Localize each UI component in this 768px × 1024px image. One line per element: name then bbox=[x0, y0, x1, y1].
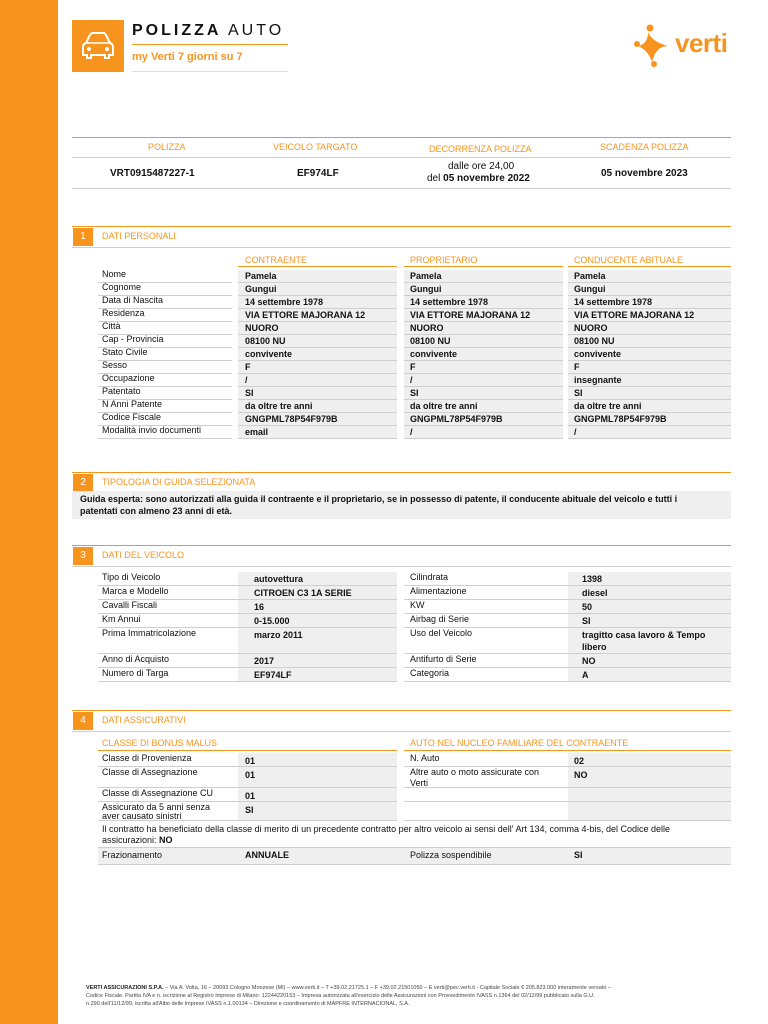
vehicle-value: 16 bbox=[254, 602, 265, 612]
personal-cell-rule bbox=[404, 438, 563, 439]
section2-number: 2 bbox=[73, 474, 93, 492]
insurance-cell-bg bbox=[568, 802, 731, 820]
vehicle-label: Cavalli Fiscali bbox=[102, 600, 158, 610]
left-accent-bar bbox=[0, 0, 58, 1024]
personal-row-value: GNGPML78P54F979B bbox=[574, 414, 667, 424]
vehicle-label: Km Annui bbox=[102, 614, 141, 624]
policy-number: VRT0915487227-1 bbox=[110, 168, 195, 179]
personal-row-value: VIA ETTORE MAJORANA 12 bbox=[410, 310, 531, 320]
personal-row-label: Residenza bbox=[102, 308, 145, 318]
vehicle-value: 1398 bbox=[582, 574, 603, 584]
car-icon bbox=[79, 29, 117, 61]
vehicle-cell-bg bbox=[568, 600, 731, 613]
section3-title: DATI DEL VEICOLO bbox=[102, 550, 185, 560]
vehicle-value: autovettura bbox=[254, 574, 304, 584]
section1-title-rule bbox=[72, 247, 731, 248]
vehicle-label: Marca e Modello bbox=[102, 586, 169, 596]
insurance-value: 01 bbox=[245, 770, 256, 780]
vehicle-cell-bg bbox=[568, 614, 731, 627]
footer-line3: n.290 dell'11/12/99, iscritta all'Albo delle Imprese IVASS n.1.00134 – Direzione e coordinamento di MAPFRE INTERNACIONAL, S.A. bbox=[86, 1001, 410, 1007]
personal-row-value: SI bbox=[574, 388, 583, 398]
policy-top-rule bbox=[72, 137, 731, 138]
vehicle-row-rule bbox=[404, 681, 731, 682]
personal-row-label: Occupazione bbox=[102, 373, 155, 383]
personal-row-label: Cap - Provincia bbox=[102, 334, 164, 344]
insurance-cell-bg bbox=[238, 788, 397, 801]
personal-row-value: VIA ETTORE MAJORANA 12 bbox=[574, 310, 695, 320]
personal-row-value: NUORO bbox=[574, 323, 608, 333]
insurance-label: Assicurato da 5 anni senza bbox=[102, 802, 211, 812]
legal-footer bbox=[86, 984, 732, 1008]
vehicle-value-continued: libero bbox=[582, 642, 607, 652]
personal-row-value: NUORO bbox=[410, 323, 444, 333]
vehicle-value: tragitto casa lavoro & Tempo bbox=[582, 630, 706, 640]
bonus-malus-header: CLASSE DI BONUS MALUS bbox=[102, 738, 218, 748]
vehicle-value: CITROEN C3 1A SERIE bbox=[254, 588, 352, 598]
vehicle-label: Prima Immatricolazione bbox=[102, 628, 197, 638]
vehicle-value: SI bbox=[582, 616, 591, 626]
policy-label-start: DECORRENZA POLIZZA bbox=[429, 144, 532, 154]
col2-rule bbox=[404, 266, 563, 267]
family-value: 02 bbox=[574, 756, 585, 766]
section3-top-rule bbox=[72, 545, 731, 546]
policy-header-rule bbox=[72, 157, 731, 158]
section1-top-rule bbox=[72, 226, 731, 227]
personal-row-value: F bbox=[574, 362, 580, 372]
personal-row-value: Pamela bbox=[410, 271, 442, 281]
vehicle-value: 2017 bbox=[254, 656, 275, 666]
insurance-row-rule bbox=[404, 820, 731, 821]
insurance-cell-bg bbox=[238, 753, 397, 766]
family-cars-header: AUTO NEL NUCLEO FAMILIARE DEL CONTRAENTE bbox=[410, 738, 629, 748]
section2-title: TIPOLOGIA DI GUIDA SELEZIONATA bbox=[102, 477, 256, 487]
document-title: POLIZZA AUTO bbox=[132, 22, 285, 39]
vehicle-label: Alimentazione bbox=[410, 586, 467, 596]
personal-row-value: Pamela bbox=[245, 271, 277, 281]
personal-row-value: da oltre tre anni bbox=[574, 401, 642, 411]
policy-label-end: SCADENZA POLIZZA bbox=[600, 142, 689, 152]
policy-label-plate: VEICOLO TARGATO bbox=[273, 142, 358, 152]
personal-row-value: convivente bbox=[410, 349, 458, 359]
personal-row-label: Data di Nascita bbox=[102, 295, 164, 305]
personal-row-value: convivente bbox=[245, 349, 293, 359]
section4-title-rule bbox=[72, 731, 731, 732]
payment-row-rule bbox=[98, 864, 731, 865]
section3-number: 3 bbox=[73, 547, 93, 565]
merit-class-note-line1: Il contratto ha beneficiato della classe di merito di un precedente contratto per altro veicolo ai sensi dell' Art 134, comma 4-bis, del Codice delle bbox=[102, 824, 671, 834]
bonus-malus-rule bbox=[98, 750, 397, 751]
personal-cell-bg bbox=[568, 387, 731, 399]
personal-row-value: F bbox=[245, 362, 251, 372]
personal-row-label: Città bbox=[102, 321, 121, 331]
personal-row-value: SI bbox=[245, 388, 254, 398]
personal-row-label: N Anni Patente bbox=[102, 399, 163, 409]
vehicle-label: Categoria bbox=[410, 668, 450, 678]
vehicle-value: NO bbox=[582, 656, 596, 666]
personal-row-value: 08100 NU bbox=[410, 336, 451, 346]
policy-start-date: del 05 novembre 2022 bbox=[427, 173, 530, 184]
insurance-label: Classe di Assegnazione bbox=[102, 767, 198, 777]
insurance-label: Classe di Assegnazione CU bbox=[102, 788, 214, 798]
personal-row-value: GNGPML78P54F979B bbox=[245, 414, 338, 424]
personal-row-value: da oltre tre anni bbox=[410, 401, 478, 411]
merit-class-note-line2: assicurazioni: NO bbox=[102, 835, 173, 845]
personal-cell-bg bbox=[238, 387, 397, 399]
guide-type-line2: patentati con almeno 23 anni di età. bbox=[80, 506, 233, 516]
personal-cell-bg bbox=[404, 387, 563, 399]
insurance-label-continued: aver causato sinistri bbox=[102, 811, 182, 821]
section4-title: DATI ASSICURATIVI bbox=[102, 715, 186, 725]
personal-cell-rule bbox=[568, 438, 731, 439]
personal-row-label: Cognome bbox=[102, 282, 142, 292]
policy-end-date: 05 novembre 2023 bbox=[601, 168, 688, 179]
insurance-value: 01 bbox=[245, 756, 256, 766]
insurance-value: SI bbox=[245, 805, 254, 815]
personal-label-rule bbox=[98, 438, 232, 439]
vehicle-value: A bbox=[582, 670, 589, 680]
personal-row-value: / bbox=[410, 427, 413, 437]
col3-rule bbox=[568, 266, 731, 267]
vehicle-value: EF974LF bbox=[254, 670, 292, 680]
personal-row-value: 14 settembre 1978 bbox=[410, 297, 489, 307]
personal-row-value: Gungui bbox=[410, 284, 442, 294]
car-logo-box bbox=[72, 20, 124, 72]
title-underline bbox=[132, 44, 288, 45]
payment-frequency-value: ANNUALE bbox=[245, 850, 289, 860]
insurance-label: Classe di Provenienza bbox=[102, 753, 192, 763]
insurance-cell-bg bbox=[238, 767, 397, 787]
vehicle-row-rule bbox=[98, 681, 397, 682]
family-label-continued: Verti bbox=[410, 778, 429, 788]
payment-frequency-label: Frazionamento bbox=[102, 850, 163, 860]
section2-top-rule bbox=[72, 472, 731, 473]
section1-number: 1 bbox=[73, 228, 93, 246]
col1-rule bbox=[238, 266, 397, 267]
personal-row-value: VIA ETTORE MAJORANA 12 bbox=[245, 310, 366, 320]
insurance-cell-bg bbox=[238, 802, 397, 820]
vehicle-cell-bg bbox=[568, 668, 731, 681]
personal-row-value: Pamela bbox=[574, 271, 606, 281]
personal-cell-bg bbox=[568, 426, 731, 438]
personal-row-value: NUORO bbox=[245, 323, 279, 333]
section1-title: DATI PERSONALI bbox=[102, 231, 176, 241]
insurance-cell-bg bbox=[568, 788, 731, 801]
footer-line1: – Via A. Volta, 16 – 20093 Cologno Monzese (MI) – www.verti.it – T +39.02.21725.1 – F +39.02.21501050 – E verti@pec.verti.it - Capitale Sociale € 205.823.000 interamente versato – bbox=[163, 985, 612, 991]
family-label: Altre auto o moto assicurate con bbox=[410, 767, 540, 777]
personal-row-value: / bbox=[410, 375, 413, 385]
personal-row-value: da oltre tre anni bbox=[245, 401, 313, 411]
personal-cell-bg bbox=[404, 361, 563, 373]
footer-line2: Codice Fiscale, Partita IVA e n. iscrizione al Registro Imprese di Milano: 12244220153 – Impresa autorizzata all'esercizio delle Assicurazioni con Provvedimento IVASS n.1364 del 02/12/99 pubblicato sulla G.U. bbox=[86, 993, 595, 999]
personal-cell-rule bbox=[238, 438, 397, 439]
policy-start-time: dalle ore 24,00 bbox=[448, 161, 515, 172]
personal-row-label: Sesso bbox=[102, 360, 128, 370]
personal-row-value: / bbox=[245, 375, 248, 385]
personal-row-value: F bbox=[410, 362, 416, 372]
section4-top-rule bbox=[72, 710, 731, 711]
footer-company: VERTI ASSICURAZIONI S.P.A. bbox=[86, 985, 164, 991]
personal-cell-bg bbox=[404, 374, 563, 386]
vehicle-label: Uso del Veicolo bbox=[410, 628, 473, 638]
vehicle-value: diesel bbox=[582, 588, 608, 598]
vehicle-value: marzo 2011 bbox=[254, 630, 303, 640]
personal-row-value: email bbox=[245, 427, 269, 437]
col-contraente: CONTRAENTE bbox=[245, 255, 308, 265]
vehicle-label: Numero di Targa bbox=[102, 668, 169, 678]
subtitle-underline bbox=[132, 71, 288, 72]
vehicle-value: 0-15.000 bbox=[254, 616, 290, 626]
vehicle-label: Antifurto di Serie bbox=[410, 654, 477, 664]
personal-row-value: GNGPML78P54F979B bbox=[410, 414, 503, 424]
personal-row-label: Nome bbox=[102, 269, 127, 279]
vehicle-label: Anno di Acquisto bbox=[102, 654, 170, 664]
personal-row-value: insegnante bbox=[574, 375, 622, 385]
personal-row-label: Stato Civile bbox=[102, 347, 148, 357]
personal-cell-bg bbox=[238, 374, 397, 386]
personal-row-value: SI bbox=[410, 388, 419, 398]
vehicle-value: 50 bbox=[582, 602, 593, 612]
document-subtitle: my Verti 7 giorni su 7 bbox=[132, 51, 243, 63]
suspendable-value: SI bbox=[574, 850, 583, 860]
personal-row-label: Patentato bbox=[102, 386, 141, 396]
family-label: N. Auto bbox=[410, 753, 440, 763]
col-proprietario: PROPRIETARIO bbox=[410, 255, 478, 265]
personal-row-value: convivente bbox=[574, 349, 622, 359]
personal-row-value: 08100 NU bbox=[245, 336, 286, 346]
personal-row-value: 08100 NU bbox=[574, 336, 615, 346]
suspendable-label: Polizza sospendibile bbox=[410, 850, 492, 860]
personal-row-label: Codice Fiscale bbox=[102, 412, 162, 422]
policy-bottom-rule bbox=[72, 188, 731, 189]
section3-title-rule bbox=[72, 566, 731, 567]
personal-row-value: 14 settembre 1978 bbox=[245, 297, 324, 307]
section4-number: 4 bbox=[73, 712, 93, 730]
policy-plate: EF974LF bbox=[297, 168, 339, 179]
personal-row-value: Gungui bbox=[574, 284, 606, 294]
personal-cell-bg bbox=[404, 426, 563, 438]
personal-row-value: Gungui bbox=[245, 284, 277, 294]
personal-row-label: Modalità invio documenti bbox=[102, 425, 202, 435]
vehicle-label: Tipo di Veicolo bbox=[102, 572, 161, 582]
vehicle-label: KW bbox=[410, 600, 425, 610]
vehicle-label: Airbag di Serie bbox=[410, 614, 470, 624]
family-value: NO bbox=[574, 770, 588, 780]
insurance-value: 01 bbox=[245, 791, 256, 801]
vehicle-label: Cilindrata bbox=[410, 572, 449, 582]
personal-row-value: / bbox=[574, 427, 577, 437]
col-conducente: CONDUCENTE ABITUALE bbox=[574, 255, 684, 265]
insurance-cell-bg bbox=[568, 767, 731, 787]
insurance-cell-bg bbox=[568, 753, 731, 766]
family-cars-rule bbox=[404, 750, 731, 751]
policy-label-number: POLIZZA bbox=[148, 142, 186, 152]
personal-row-value: 14 settembre 1978 bbox=[574, 297, 653, 307]
verti-wordmark: verti bbox=[675, 28, 728, 58]
personal-cell-bg bbox=[568, 361, 731, 373]
guide-type-line1: Guida esperta: sono autorizzati alla guida il contraente e il proprietario, se in possesso di patente, il conducente abituale del veicolo e tutti i bbox=[80, 494, 678, 504]
personal-cell-bg bbox=[238, 361, 397, 373]
